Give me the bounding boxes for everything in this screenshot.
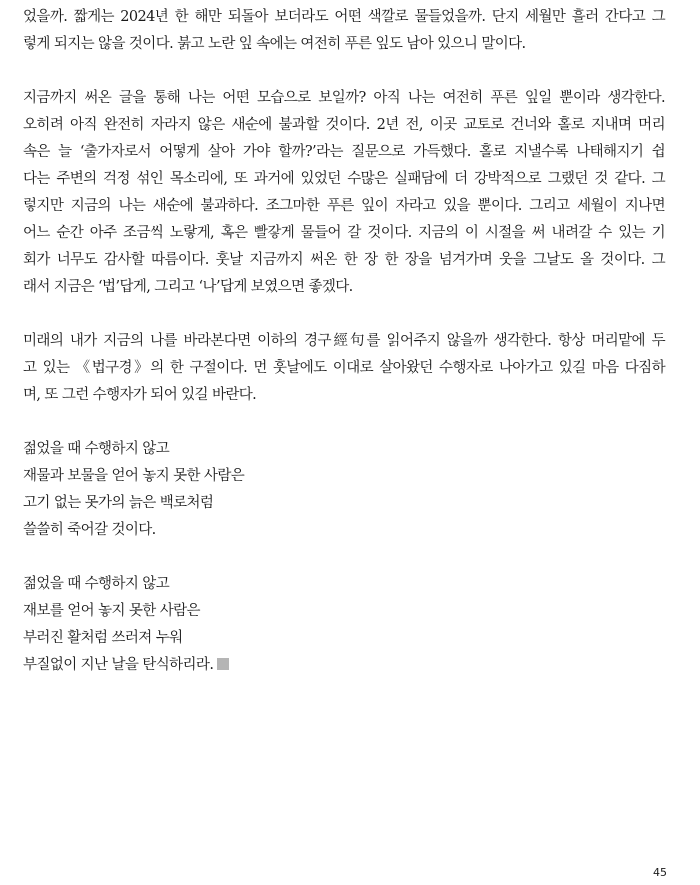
verse-stanza-1	[23, 436, 665, 544]
paragraph-gap	[23, 58, 665, 85]
verse-line: 고기 없는 못가의 늙은 백로처럼	[23, 495, 214, 511]
paragraph-1	[23, 4, 665, 58]
text-line: 었을까. 짧게는 2024년 한 해만 되돌아 보더라도 어떤 색깔로 물들었을까. 단지 세월만 흘러 간다고 그	[23, 9, 665, 25]
paragraph-gap	[23, 409, 665, 436]
paragraph-2	[23, 85, 665, 301]
paragraph-gap	[23, 544, 665, 571]
text-line: 래서 지금은 ‘법’답게, 그리고 ‘나’답게 보였으면 좋겠다.	[23, 279, 353, 295]
page-body	[23, 4, 665, 679]
verse-line: 젊었을 때 수행하지 않고	[23, 441, 170, 457]
verse-line: 재보를 얻어 놓지 못한 사람은	[23, 603, 200, 619]
text-line: 속은 늘 ‘출가자로서 어떻게 살아 가야 할까?’라는 질문으로 가득했다. 홀로 지낼수록 나태해지기 쉽	[23, 144, 665, 160]
text-line: 오히려 아직 완전히 자라지 않은 새순에 불과할 것이다. 2년 전, 이곳 교토로 건너와 홀로 지내며 머리	[23, 117, 665, 133]
verse-line: 부러진 활처럼 쓰러져 누워	[23, 630, 183, 646]
verse-line-text: 부질없이 지난 날을 탄식하리라.	[23, 657, 214, 673]
end-of-article-mark	[217, 658, 229, 670]
paragraph-gap	[23, 301, 665, 328]
text-line: 렇게 되지는 않을 것이다. 붉고 노란 잎 속에는 여전히 푸른 잎도 남아 있으니 말이다.	[23, 36, 526, 52]
verse-line: 재물과 보물을 얻어 놓지 못한 사람은	[23, 468, 245, 484]
text-line: 며, 또 그런 수행자가 되어 있길 바란다.	[23, 387, 257, 403]
text-line: 다는 주변의 걱정 섞인 목소리에, 또 과거에 있었던 수많은 실패담에 더 강박적으로 그랬던 것 같다. 그	[23, 171, 665, 187]
verse-stanza-2	[23, 571, 665, 679]
page-number: 45	[653, 866, 667, 879]
text-line: 지금까지 써온 글을 통해 나는 어떤 모습으로 보일까? 아직 나는 여전히 푸른 잎일 뿐이라 생각한다.	[23, 90, 665, 106]
text-line: 회가 너무도 감사할 따름이다. 훗날 지금까지 써온 한 장 한 장을 넘겨가며 웃을 그날도 올 것이다. 그	[23, 252, 665, 268]
verse-line: 젊었을 때 수행하지 않고	[23, 576, 170, 592]
text-line: 어느 순간 아주 조금씩 노랗게, 혹은 빨갛게 물들어 갈 것이다. 지금의 이 시절을 써 내려갈 수 있는 기	[23, 225, 665, 241]
verse-line-last	[23, 652, 665, 679]
verse-line: 쓸쓸히 죽어갈 것이다.	[23, 522, 156, 538]
text-line: 미래의 내가 지금의 나를 바라본다면 이하의 경구經句를 읽어주지 않을까 생각한다. 항상 머리맡에 두	[23, 333, 665, 349]
paragraph-3	[23, 328, 665, 409]
text-line: 렇지만 지금의 나는 새순에 불과하다. 조그마한 푸른 잎이 자라고 있을 뿐이다. 그리고 세월이 지나면	[23, 198, 665, 214]
text-line: 고 있는 《법구경》의 한 구절이다. 먼 훗날에도 이대로 살아왔던 수행자로 나아가고 있길 마음 다짐하	[23, 360, 665, 376]
